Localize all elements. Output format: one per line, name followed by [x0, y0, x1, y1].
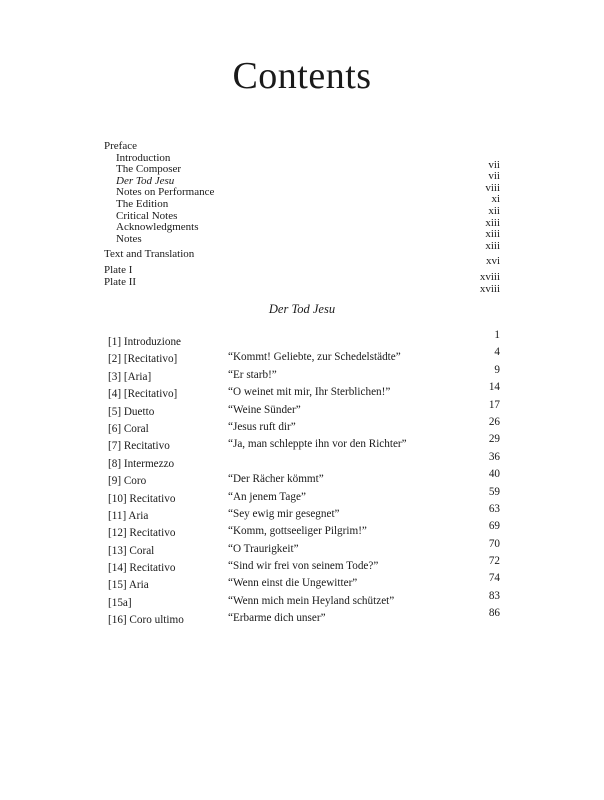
movement-row [108, 589, 504, 610]
front-matter-page: xvi [485, 255, 500, 268]
front-matter-label: Critical Notes [116, 209, 178, 222]
movement-row [108, 398, 504, 419]
movement-incipit: “Weine Sünder” [228, 403, 301, 416]
movement-number: [8] Intermezzo [108, 457, 175, 470]
movement-page: 74 [488, 572, 500, 585]
movement-number: [10] Recitativo [108, 492, 176, 505]
movement-page: 86 [488, 607, 500, 620]
movement-incipit: “Kommt! Geliebte, zur Schedelstädte” [228, 351, 401, 364]
movement-row [108, 520, 504, 540]
movement-row [108, 450, 504, 471]
movement-incipit: “Jesus ruft dir” [228, 420, 296, 433]
movement-page: 40 [488, 468, 500, 481]
movement-number: [12] Recitativo [108, 527, 176, 540]
front-matter-page: xviii [479, 282, 500, 295]
movement-row [108, 381, 504, 401]
front-matter-label: Plate II [104, 275, 137, 288]
front-matter-label: Notes on Performance [116, 186, 215, 199]
movement-number: [2] [Recitativo] [108, 353, 178, 366]
movement-page: 63 [488, 502, 500, 515]
front-matter-item [104, 248, 504, 268]
movement-incipit: “O weinet mit mir, Ihr Sterblichen!” [228, 386, 391, 399]
movement-incipit: “O Traurigkeit” [228, 542, 299, 555]
page-title: Contents [232, 55, 372, 97]
movement-page: 72 [488, 555, 500, 568]
movement-row [108, 433, 504, 453]
movement-row [108, 572, 504, 592]
movement-number: [9] Coro [108, 475, 147, 488]
front-matter-page: xviii [479, 270, 500, 283]
movement-row [108, 329, 504, 349]
movement-list [108, 329, 504, 628]
movement-number: [6] Coral [108, 422, 149, 435]
front-matter-label: The Edition [116, 197, 169, 210]
front-matter-label: Acknowledgments [116, 221, 199, 234]
front-matter-item [104, 275, 504, 295]
front-matter-label: Plate I [104, 263, 133, 276]
movement-incipit: “Er starb!” [228, 368, 277, 381]
movement-number: [15a] [108, 596, 132, 609]
movement-row [108, 485, 504, 506]
front-matter-page: xiii [485, 228, 500, 241]
front-matter-page: xi [491, 193, 500, 206]
movement-page: 4 [494, 346, 500, 359]
front-matter-page: vii [488, 158, 500, 171]
movement-number: [5] Duetto [108, 405, 155, 418]
front-matter-page: vii [488, 170, 500, 183]
movement-page: 83 [488, 589, 500, 602]
movement-number: [3] [Aria] [108, 370, 152, 383]
movement-row [108, 468, 504, 488]
movement-page: 9 [494, 363, 500, 376]
movement-number: [16] Coro ultimo [108, 614, 184, 627]
movement-page: 17 [488, 398, 500, 411]
front-matter-page: xii [488, 204, 500, 217]
movement-incipit: “Ja, man schleppte ihn vor den Richter” [228, 438, 407, 451]
movement-page: 1 [494, 329, 500, 341]
front-matter-page: xiii [485, 216, 500, 229]
work-title: Der Tod Jesu [268, 302, 336, 316]
movement-incipit: “Wenn einst die Ungewitter” [228, 577, 358, 590]
movement-incipit: “An jenem Tage” [228, 490, 306, 503]
movement-page: 36 [488, 450, 500, 463]
movement-row [108, 502, 504, 523]
movement-page: 29 [488, 433, 500, 446]
front-matter-page: viii [485, 181, 500, 194]
movement-row [108, 363, 504, 384]
movement-incipit: “Komm, gottseeliger Pilgrim!” [228, 525, 367, 538]
front-matter-label: Text and Translation [104, 248, 195, 261]
front-matter-item [104, 232, 504, 252]
front-matter-list [104, 140, 504, 295]
movement-incipit: “Wenn mich mein Heyland schützet” [228, 594, 395, 607]
movement-number: [11] Aria [108, 509, 149, 522]
movement-page: 14 [488, 381, 500, 394]
movement-incipit: “Erbarme dich unser” [228, 612, 326, 625]
front-matter-page: xiii [485, 239, 500, 252]
movement-incipit: “Sey ewig mir gesegnet” [228, 507, 340, 520]
front-matter-label: Introduction [116, 151, 171, 164]
movement-number: [15] Aria [108, 579, 149, 592]
movement-page: 59 [488, 485, 500, 498]
movement-number: [7] Recitativo [108, 440, 170, 453]
front-matter-label: Notes [116, 232, 142, 245]
movement-row [108, 537, 504, 558]
movement-number: [4] [Recitativo] [108, 388, 178, 401]
movement-row [108, 346, 504, 366]
front-matter-label: The Composer [116, 163, 182, 176]
movement-row [108, 555, 504, 575]
movement-page: 70 [488, 537, 500, 550]
movement-row [108, 607, 504, 627]
front-matter-label: Der Tod Jesu [116, 174, 175, 187]
movement-incipit: “Sind wir frei von seinem Tode?” [228, 560, 379, 573]
movement-page: 26 [488, 415, 500, 428]
movement-number: [14] Recitativo [108, 562, 176, 575]
movement-row [108, 415, 504, 436]
movement-page: 69 [488, 520, 500, 533]
movement-number: [1] Introduzione [108, 336, 182, 348]
front-matter-label: Preface [104, 140, 137, 152]
movement-incipit: “Der Rächer kömmt” [228, 473, 324, 486]
movement-number: [13] Coral [108, 544, 155, 557]
